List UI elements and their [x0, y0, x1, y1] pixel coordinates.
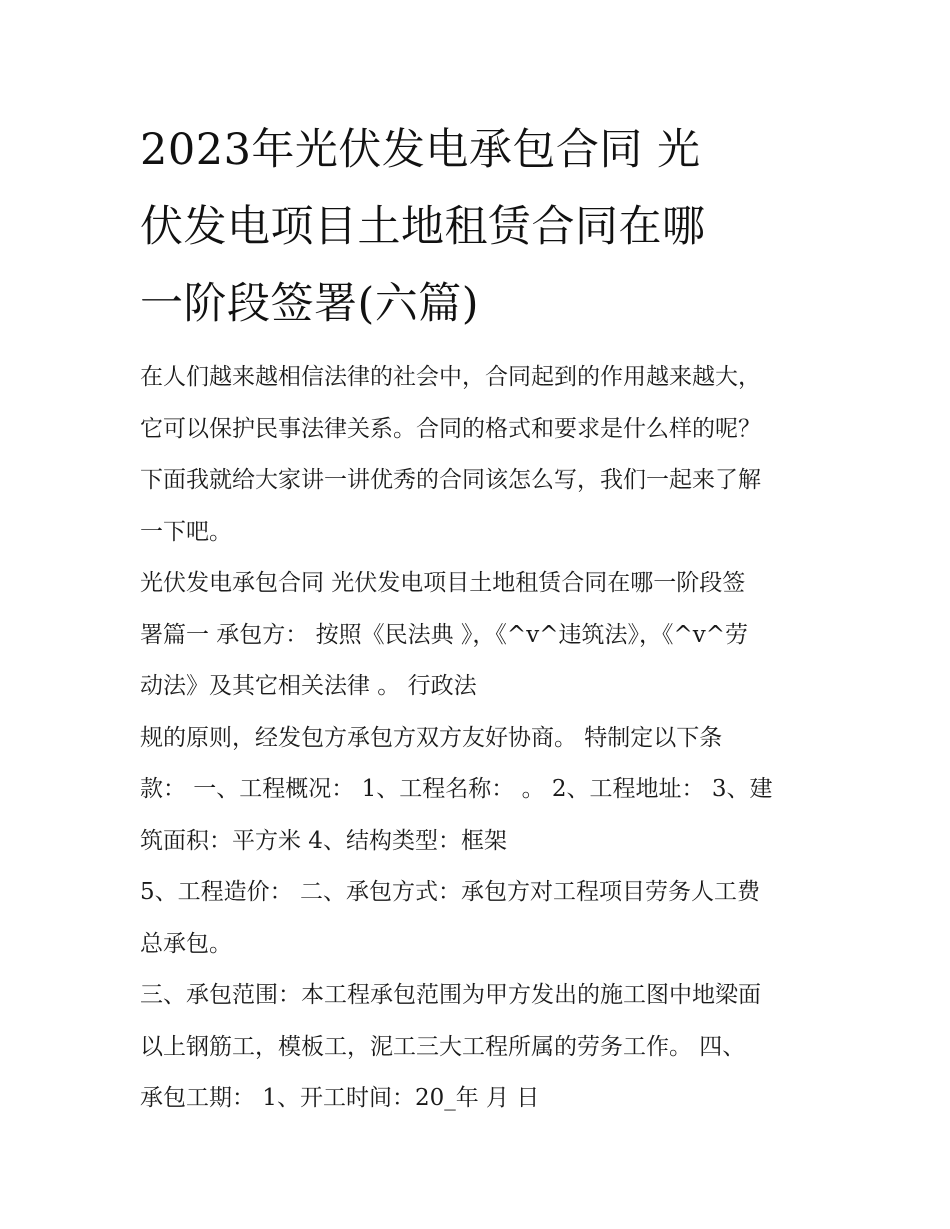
body-line-9: 款： 一、工程概况： 1、工程名称： 。 2、工程地址： 3、建: [140, 776, 773, 802]
body-line-6: 署篇一 承包方： 按照《民法典 》，《^v^违筑法》，《^v^劳: [140, 621, 749, 648]
body-line-5: 光伏发电承包合同 光伏发电项目土地租赁合同在哪一阶段签: [140, 570, 746, 596]
title-line-3: 一阶段签署(六篇): [140, 279, 480, 329]
title-line-1: 2023年光伏发电承包合同 光: [140, 125, 701, 175]
body-line-13: 三、承包范围：本工程承包范围为甲方发出的施工图中地梁面: [140, 982, 761, 1008]
body-line-11: 5、工程造价： 二、承包方式：承包方对工程项目劳务人工费: [140, 879, 760, 905]
body-line-8: 规的原则，经发包方承包方双方友好协商。 特制定以下条: [140, 724, 723, 751]
document-title: [140, 112, 820, 343]
body-line-12: 总承包。: [140, 930, 232, 957]
body-line-1: 在人们越来越相信法律的社会中，合同起到的作用越来越大，: [140, 364, 761, 390]
body-line-7: 动法》及其它相关法律 。 行政法: [140, 673, 477, 699]
body-line-4: 一下吧。: [140, 518, 232, 545]
body-line-2: 它可以保护民事法律关系。合同的格式和要求是什么样的呢？: [140, 415, 761, 442]
body-line-14: 以上钢筋工，模板工，泥工三大工程所属的劳务工作。 四、: [140, 1033, 746, 1060]
body-line-3: 下面我就给大家讲一讲优秀的合同该怎么写，我们一起来了解: [140, 467, 761, 493]
body-line-10: 筑面积：平方米 4、结构类型：框架: [140, 827, 507, 854]
title-line-2: 伏发电项目土地租赁合同在哪: [140, 202, 706, 252]
document-body: [140, 352, 820, 1125]
body-line-15: 承包工期： 1、开工时间：20_年 月 日: [140, 1085, 540, 1111]
